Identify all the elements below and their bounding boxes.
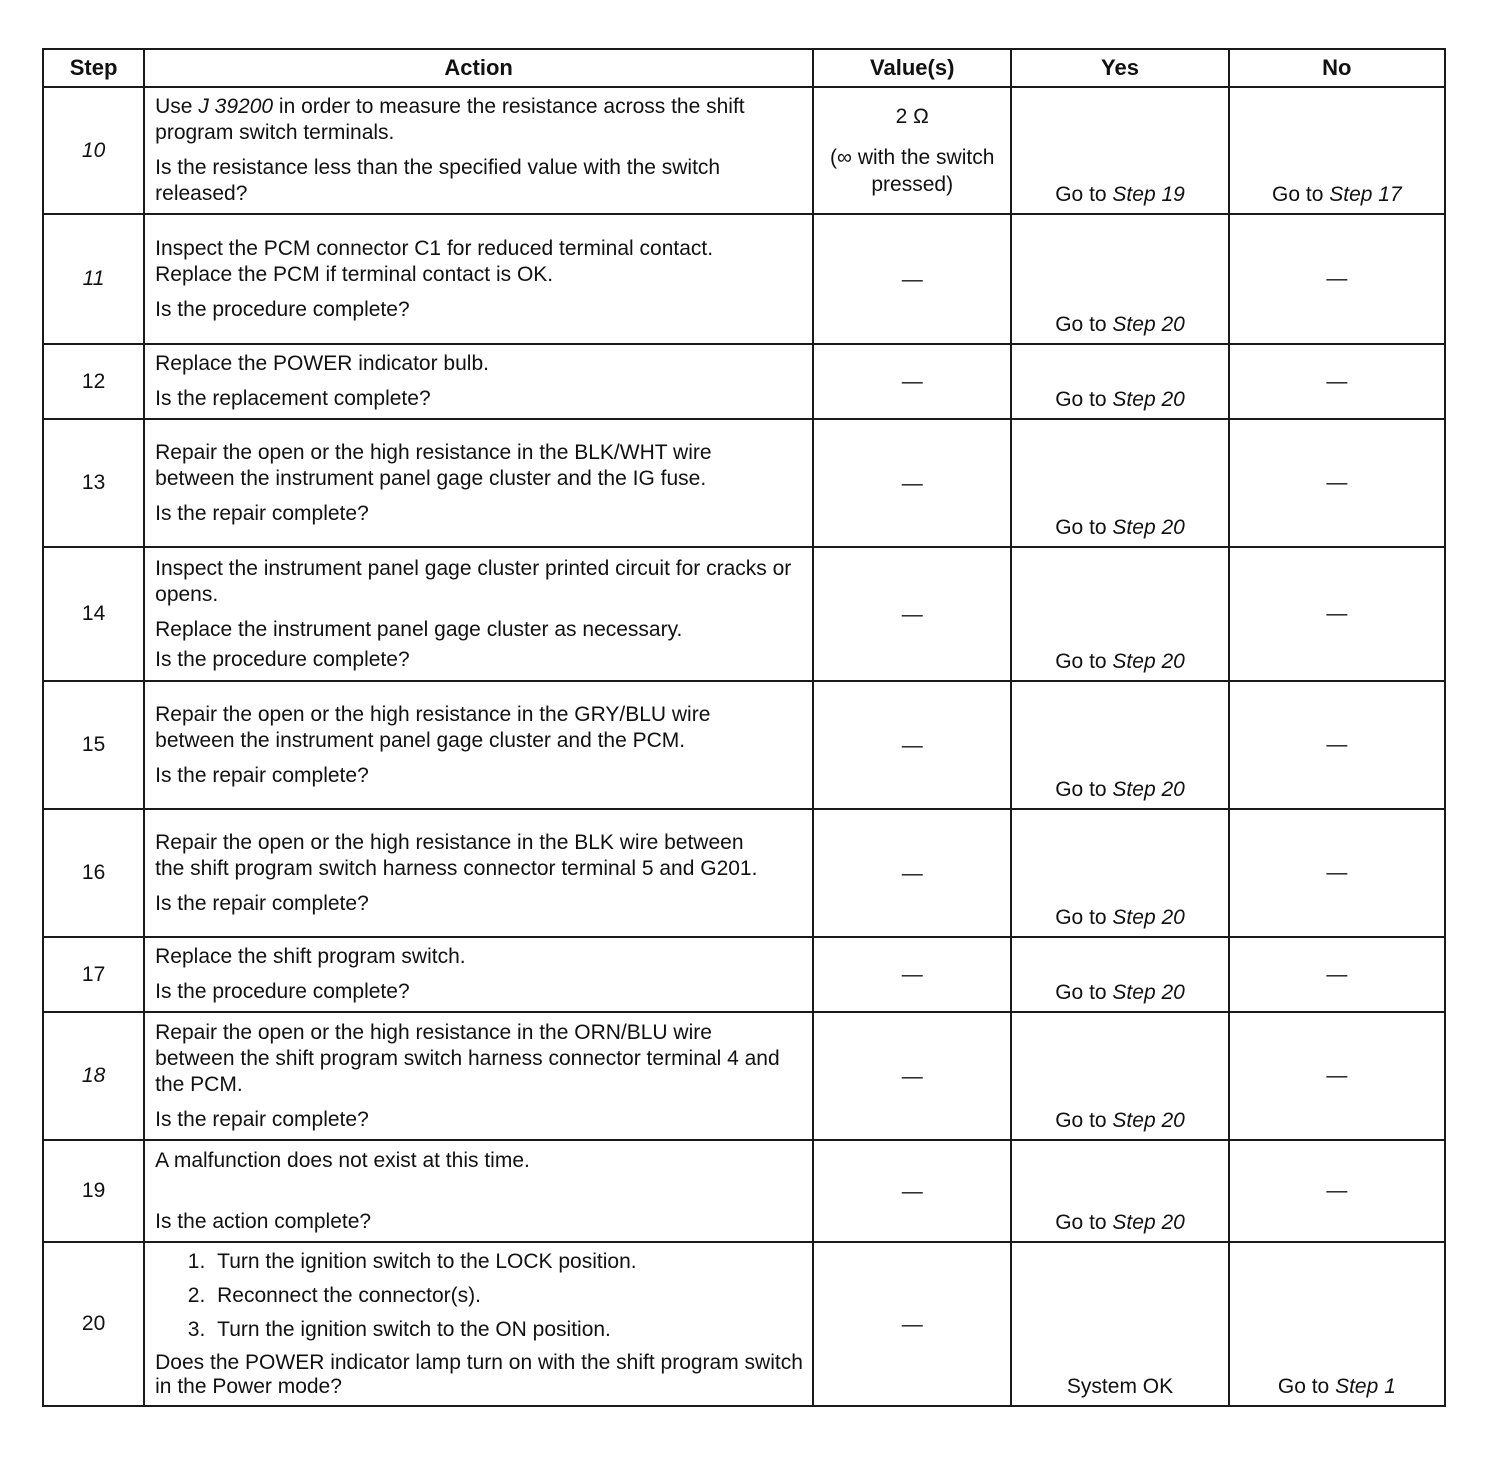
yes-step-link: Step 20 (1112, 516, 1185, 539)
diagnostic-table (42, 48, 1446, 1407)
action-cell (144, 1012, 813, 1140)
no-cell: — (1229, 419, 1445, 547)
no-cell: — (1229, 1012, 1445, 1140)
yes-cell: Go to Step 19 (1011, 87, 1228, 214)
action-question: Does the POWER indicator lamp turn on with the shift program switch in the Power mode? (155, 1351, 803, 1398)
no-cell: — (1229, 214, 1445, 344)
action-text: Replace the POWER indicator bulb. (155, 352, 489, 375)
action-text: Inspect the instrument panel gage cluster printed circuit for cracks or opens. (155, 556, 792, 606)
step-number: 10 (43, 87, 144, 214)
action-text: Repair the open or the high resistance in the BLK/WHT wire between the instrument panel gage cluster and the IG fuse. (155, 440, 712, 490)
yes-cell: Go to Step 20 (1011, 681, 1228, 809)
yes-step-link: Step 20 (1112, 388, 1185, 411)
no-cell: — (1229, 937, 1445, 1012)
yes-step-link: Step 20 (1112, 981, 1185, 1004)
value-cell (813, 87, 1011, 214)
step-number: 18 (43, 1012, 144, 1140)
action-question: Is the resistance less than the specified value with the switch released? (155, 156, 721, 205)
action-cell (144, 547, 813, 681)
yes-cell: Go to Step 20 (1011, 214, 1228, 344)
action-question: Is the repair complete? (155, 1107, 369, 1131)
action-cell (144, 681, 813, 809)
yes-cell: Go to Step 20 (1011, 419, 1228, 547)
header-no: No (1229, 49, 1445, 87)
action-question: Is the repair complete? (155, 891, 369, 915)
table-row (43, 344, 1445, 419)
no-cell: — (1229, 547, 1445, 681)
table-row (43, 1242, 1445, 1406)
table-row (43, 87, 1445, 214)
yes-step-link: Step 20 (1112, 906, 1185, 929)
value-cell: — (813, 1140, 1011, 1242)
header-row (43, 49, 1445, 87)
action-text: Inspect the PCM connector C1 for reduced terminal contact. Replace the PCM if terminal contact is OK. (155, 236, 714, 286)
value-main: 2 Ω (895, 105, 929, 128)
yes-step-link: Step 20 (1112, 778, 1185, 801)
action-text: A malfunction does not exist at this time. (155, 1148, 530, 1172)
yes-step-link: Step 20 (1112, 1211, 1185, 1234)
value-cell: — (813, 1242, 1011, 1406)
action-cell (144, 214, 813, 344)
step-number: 14 (43, 547, 144, 681)
action-text: Repair the open or the high resistance in the GRY/BLU wire between the instrument panel gage cluster and the PCM. (155, 702, 711, 752)
table-row (43, 419, 1445, 547)
yes-step-link: Step 20 (1112, 313, 1185, 336)
table-row (43, 809, 1445, 937)
header-action: Action (144, 49, 813, 87)
value-cell: — (813, 214, 1011, 344)
step-number: 12 (43, 344, 144, 419)
table-row (43, 1140, 1445, 1242)
value-cell: — (813, 547, 1011, 681)
tool-name: J 39200 (198, 95, 274, 118)
action-cell (144, 809, 813, 937)
action-text: Use J 39200 in order to measure the resistance across the shift program switch terminals. (155, 95, 745, 144)
yes-cell: Go to Step 20 (1011, 937, 1228, 1012)
step-number: 11 (43, 214, 144, 344)
action-text: Repair the open or the high resistance in the ORN/BLU wire between the shift program switch harness connector terminal 4 and the PCM. (155, 1020, 780, 1096)
step-number: 16 (43, 809, 144, 937)
header-values: Value(s) (813, 49, 1011, 87)
step-number: 19 (43, 1140, 144, 1242)
action-question: Is the procedure complete? (155, 647, 410, 671)
yes-cell: Go to Step 20 (1011, 1140, 1228, 1242)
yes-cell: Go to Step 20 (1011, 344, 1228, 419)
table-row (43, 547, 1445, 681)
table-row (43, 214, 1445, 344)
action-question: Is the action complete? (155, 1209, 372, 1233)
yes-cell: Go to Step 20 (1011, 1012, 1228, 1140)
value-cell: — (813, 344, 1011, 419)
table-row (43, 937, 1445, 1012)
action-cell (144, 344, 813, 419)
action-question: Is the procedure complete? (155, 297, 410, 321)
yes-step-link: Step 20 (1112, 1109, 1185, 1132)
action-cell (144, 937, 813, 1012)
yes-cell: System OK (1011, 1242, 1228, 1406)
no-cell: — (1229, 681, 1445, 809)
no-step-link: Step 17 (1329, 183, 1402, 206)
no-cell: — (1229, 809, 1445, 937)
action-text: Replace the shift program switch. (155, 945, 466, 968)
action-cell (144, 1242, 813, 1406)
action-question: Is the repair complete? (155, 763, 369, 787)
no-cell: — (1229, 344, 1445, 419)
action-cell (144, 419, 813, 547)
step-number: 13 (43, 419, 144, 547)
action-cell (144, 87, 813, 214)
value-cell: — (813, 937, 1011, 1012)
step-number: 17 (43, 937, 144, 1012)
step-number: 15 (43, 681, 144, 809)
no-step-link: Step 1 (1335, 1375, 1396, 1398)
table-row (43, 681, 1445, 809)
action-text: Repair the open or the high resistance in the BLK wire between the shift program switch harness connector terminal 5 and G201. (155, 830, 758, 880)
header-yes: Yes (1011, 49, 1228, 87)
action-steps-list (155, 1249, 804, 1343)
table-row (43, 1012, 1445, 1140)
action-question: Is the repair complete? (155, 501, 369, 525)
value-note: (∞ with the switch pressed) (830, 146, 995, 196)
action-question: Is the replacement complete? (155, 387, 431, 410)
yes-cell: Go to Step 20 (1011, 547, 1228, 681)
value-cell: — (813, 1012, 1011, 1140)
value-cell: — (813, 809, 1011, 937)
list-item: 2. Reconnect the connector(s). (211, 1283, 804, 1309)
step-number: 20 (43, 1242, 144, 1406)
action-question: Is the procedure complete? (155, 980, 410, 1003)
list-item: 1. Turn the ignition switch to the LOCK position. (211, 1249, 804, 1275)
action-cell (144, 1140, 813, 1242)
yes-step-link: Step 19 (1112, 183, 1185, 206)
header-step: Step (43, 49, 144, 87)
value-cell: — (813, 681, 1011, 809)
list-item: 3. Turn the ignition switch to the ON position. (211, 1317, 804, 1343)
no-cell: Go to Step 17 (1229, 87, 1445, 214)
yes-cell: Go to Step 20 (1011, 809, 1228, 937)
no-cell: Go to Step 1 (1229, 1242, 1445, 1406)
value-cell: — (813, 419, 1011, 547)
yes-step-link: Step 20 (1112, 650, 1185, 673)
no-cell: — (1229, 1140, 1445, 1242)
action-text-2: Replace the instrument panel gage cluster as necessary. (155, 617, 683, 641)
